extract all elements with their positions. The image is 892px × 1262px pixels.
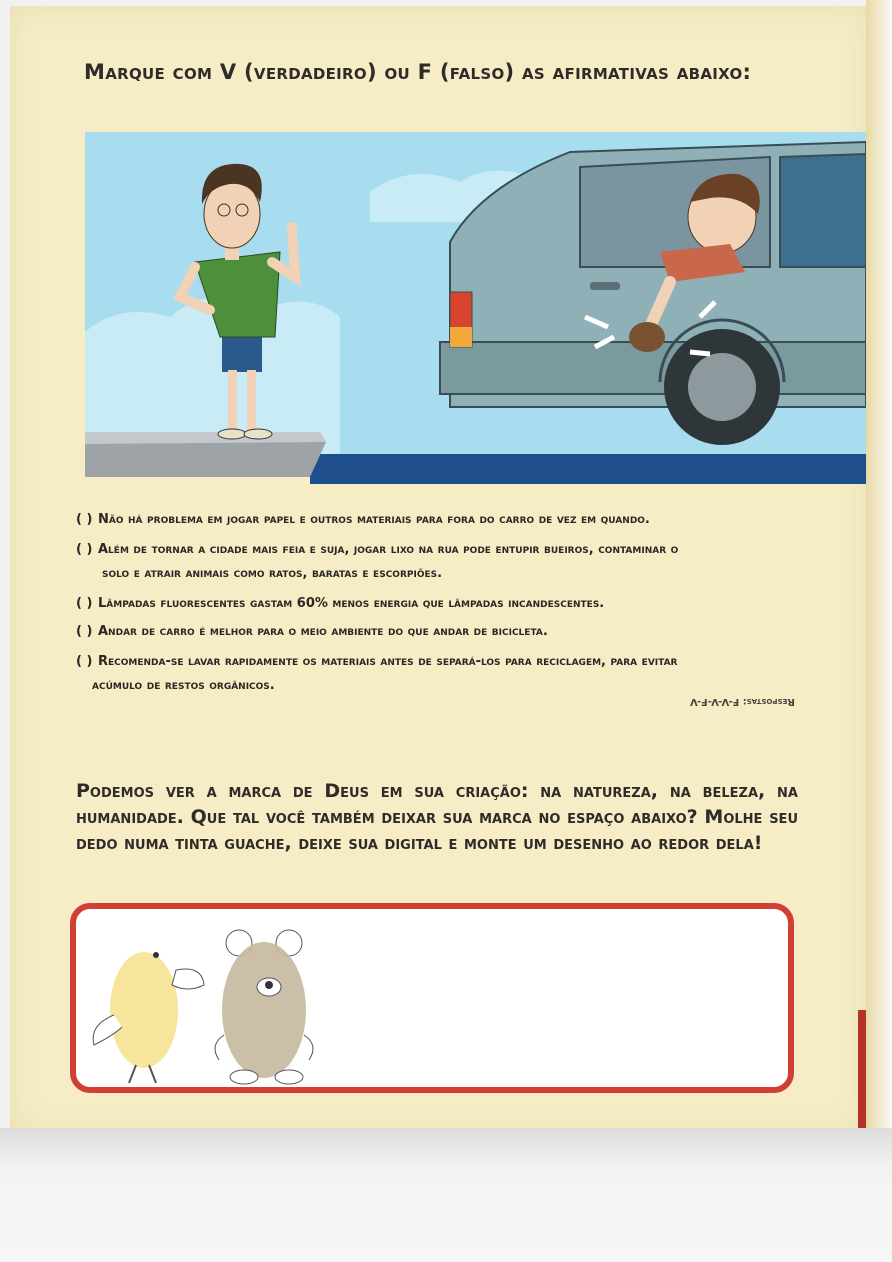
statement-text: Lâmpadas fluorescentes gastam 60% menos energia que lâmpadas incandescentes. xyxy=(98,596,605,611)
littering-illustration xyxy=(10,132,866,492)
road xyxy=(310,454,866,484)
exercise-title: Marque com V (verdadeiro) ou F (falso) as afirmativas abaixo: xyxy=(84,60,752,84)
statement-text: Recomenda-se lavar rapidamente os materiais antes de separá-los para reciclagem, para evitar xyxy=(98,654,678,669)
instruction-paragraph: Podemos ver a marca de Deus em sua criação: na natureza, na beleza, na humanidade. Que tal você também deixar sua marca no espaço abaixo? Molhe seu dedo numa tinta guache, deixe sua digital e monte um desenho ao redor dela! xyxy=(76,780,798,854)
scan-background xyxy=(0,1128,892,1262)
statement-5 xyxy=(76,650,677,698)
statement-3 xyxy=(76,592,604,616)
fingerprint-bear xyxy=(215,930,313,1084)
answer-box[interactable]: ( ) xyxy=(76,512,93,527)
statement-2 xyxy=(76,538,678,586)
statement-text: Além de tornar a cidade mais feia e suja, jogar lixo na rua pode entupir bueiros, contaminar o xyxy=(98,542,679,557)
statement-text: Andar de carro é melhor para o meio ambiente do que andar de bicicleta. xyxy=(98,624,548,639)
answer-box[interactable]: ( ) xyxy=(76,624,93,639)
statement-text-continued: solo e atrair animais como ratos, baratas e escorpiões. xyxy=(102,566,443,581)
fingerprint-examples xyxy=(84,915,344,1085)
statement-4 xyxy=(76,620,548,644)
answer-box[interactable]: ( ) xyxy=(76,542,93,557)
statement-1 xyxy=(76,508,650,532)
fingerprint-chick xyxy=(93,952,204,1083)
page-edge xyxy=(866,0,892,1140)
drawing-area[interactable] xyxy=(70,903,794,1093)
answer-box[interactable]: ( ) xyxy=(76,596,93,611)
page-edge-accent xyxy=(858,1010,866,1130)
statement-text: Não há problema em jogar papel e outros materiais para fora do carro de vez em quando. xyxy=(98,512,650,527)
car xyxy=(440,142,866,445)
statement-text-continued: acúmulo de restos orgânicos. xyxy=(92,678,275,693)
answer-box[interactable]: ( ) xyxy=(76,654,93,669)
answer-key: Respostas: F-V-V-F-V xyxy=(690,696,796,707)
